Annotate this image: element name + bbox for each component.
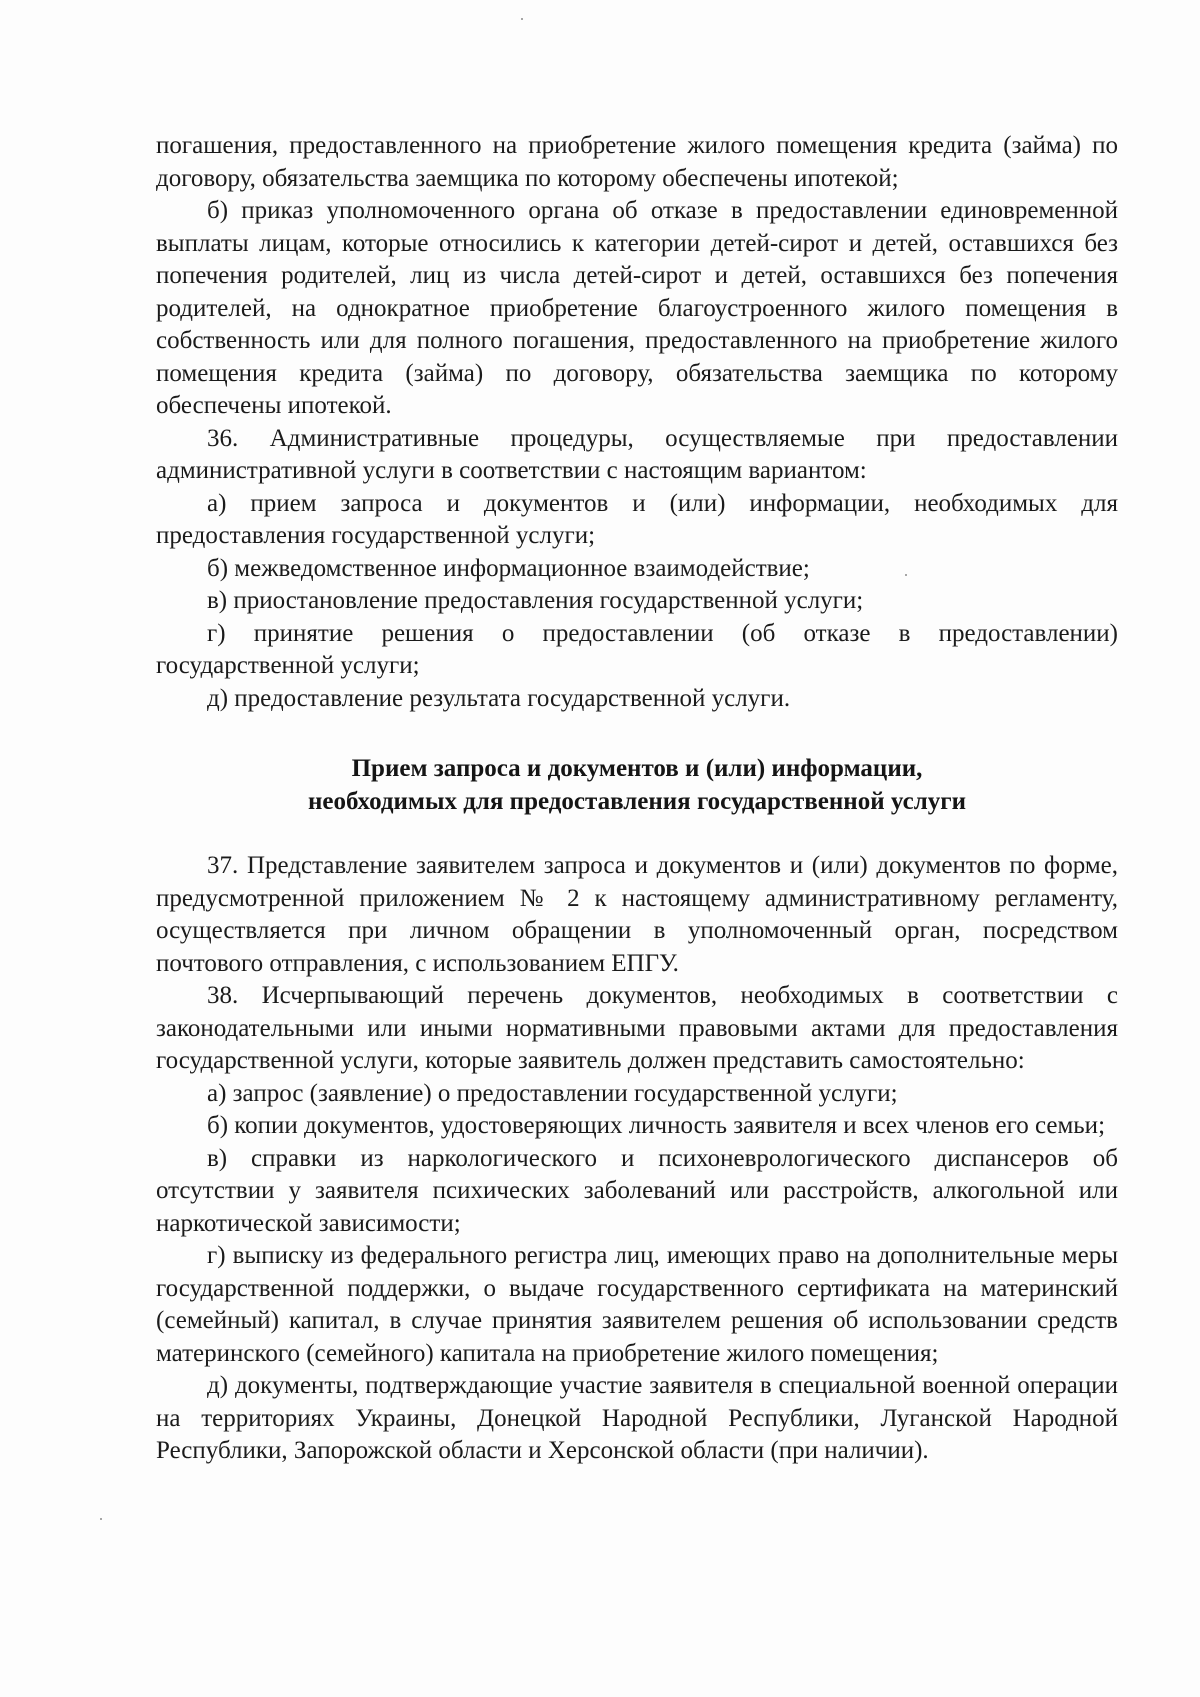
scan-speck	[521, 18, 523, 20]
section-heading-line-2: необходимых для предоставления государственной услуги	[308, 787, 966, 815]
section-heading	[156, 753, 1118, 818]
top-text-block	[156, 130, 1118, 715]
paragraph-38: 38. Исчерпывающий перечень документов, необходимых в соответствии с законодательными или иными нормативными правовыми актами для предоставления государственной услуги, которые заявитель должен представить самостоятельно:	[156, 982, 1118, 1074]
paragraph-36b: б) межведомственное информационное взаимодействие;	[207, 554, 810, 582]
scan-speck	[100, 1518, 102, 1520]
paragraph-37: 37. Представление заявителем запроса и документов и (или) документов по форме, предусмотренной приложением № 2 к настоящему административному регламенту, осуществляется при личном обращении в уполномоченный орган, посредством почтового отправления, с использованием ЕПГУ.	[156, 852, 1118, 977]
paragraph-continuation: погашения, предоставленного на приобретение жилого помещения кредита (займа) по договору, обязательства заемщика по которому обеспечены ипотекой;	[156, 132, 1118, 192]
paragraph-36d: д) предоставление результата государственной услуги.	[207, 684, 791, 712]
paragraph-36g: г) принятие решения о предоставлении (об отказе в предоставлении) государственной услуги;	[156, 619, 1118, 679]
paragraph-36: 36. Административные процедуры, осуществляемые при предоставлении административной услуги в соответствии с настоящим вариантом:	[156, 424, 1118, 484]
paragraph-38g: г) выписку из федерального регистра лиц, имеющих право на дополнительные меры государственной поддержки, о выдаче государственного сертификата на материнский (семейный) капитал, в случае принятия заявителем решения об использовании средств материнского (семейного) капитала на приобретение жилого помещения;	[156, 1242, 1118, 1367]
paragraph-38b: б) копии документов, удостоверяющих личность заявителя и всех членов его семьи;	[207, 1112, 1106, 1139]
bottom-text-block	[156, 850, 1118, 1468]
paragraph-36a: а) прием запроса и документов и (или) информации, необходимых для предоставления государственной услуги;	[156, 489, 1118, 549]
paragraph-38a: а) запрос (заявление) о предоставлении государственной услуги;	[207, 1079, 898, 1107]
paragraph-36v: в) приостановление предоставления государственной услуги;	[207, 587, 864, 614]
paragraph-35b: б) приказ уполномоченного органа об отказе в предоставлении единовременной выплаты лицам, которые относились к категории детей-сирот и детей, оставшихся без попечения родителей, лиц из числа детей-сирот и детей, оставшихся без попечения родителей, на однократное приобретение благоустроенного жилого помещения в собственность или для полного погашения, предоставленного на приобретение жилого помещения кредита (займа) по договору, обязательства заемщика по которому обеспечены ипотекой.	[156, 197, 1118, 419]
paragraph-38d: д) документы, подтверждающие участие заявителя в специальной военной операции на территориях Украины, Донецкой Народной Республики, Луганской Народной Республики, Запорожской области и Херсонской области (при наличии).	[156, 1372, 1118, 1464]
paragraph-38v: в) справки из наркологического и психоневрологического диспансеров об отсутствии у заявителя психических заболеваний или расстройств, алкогольной или наркотической зависимости;	[156, 1144, 1118, 1237]
section-heading-line-1: Прием запроса и документов и (или) информации,	[351, 755, 923, 782]
